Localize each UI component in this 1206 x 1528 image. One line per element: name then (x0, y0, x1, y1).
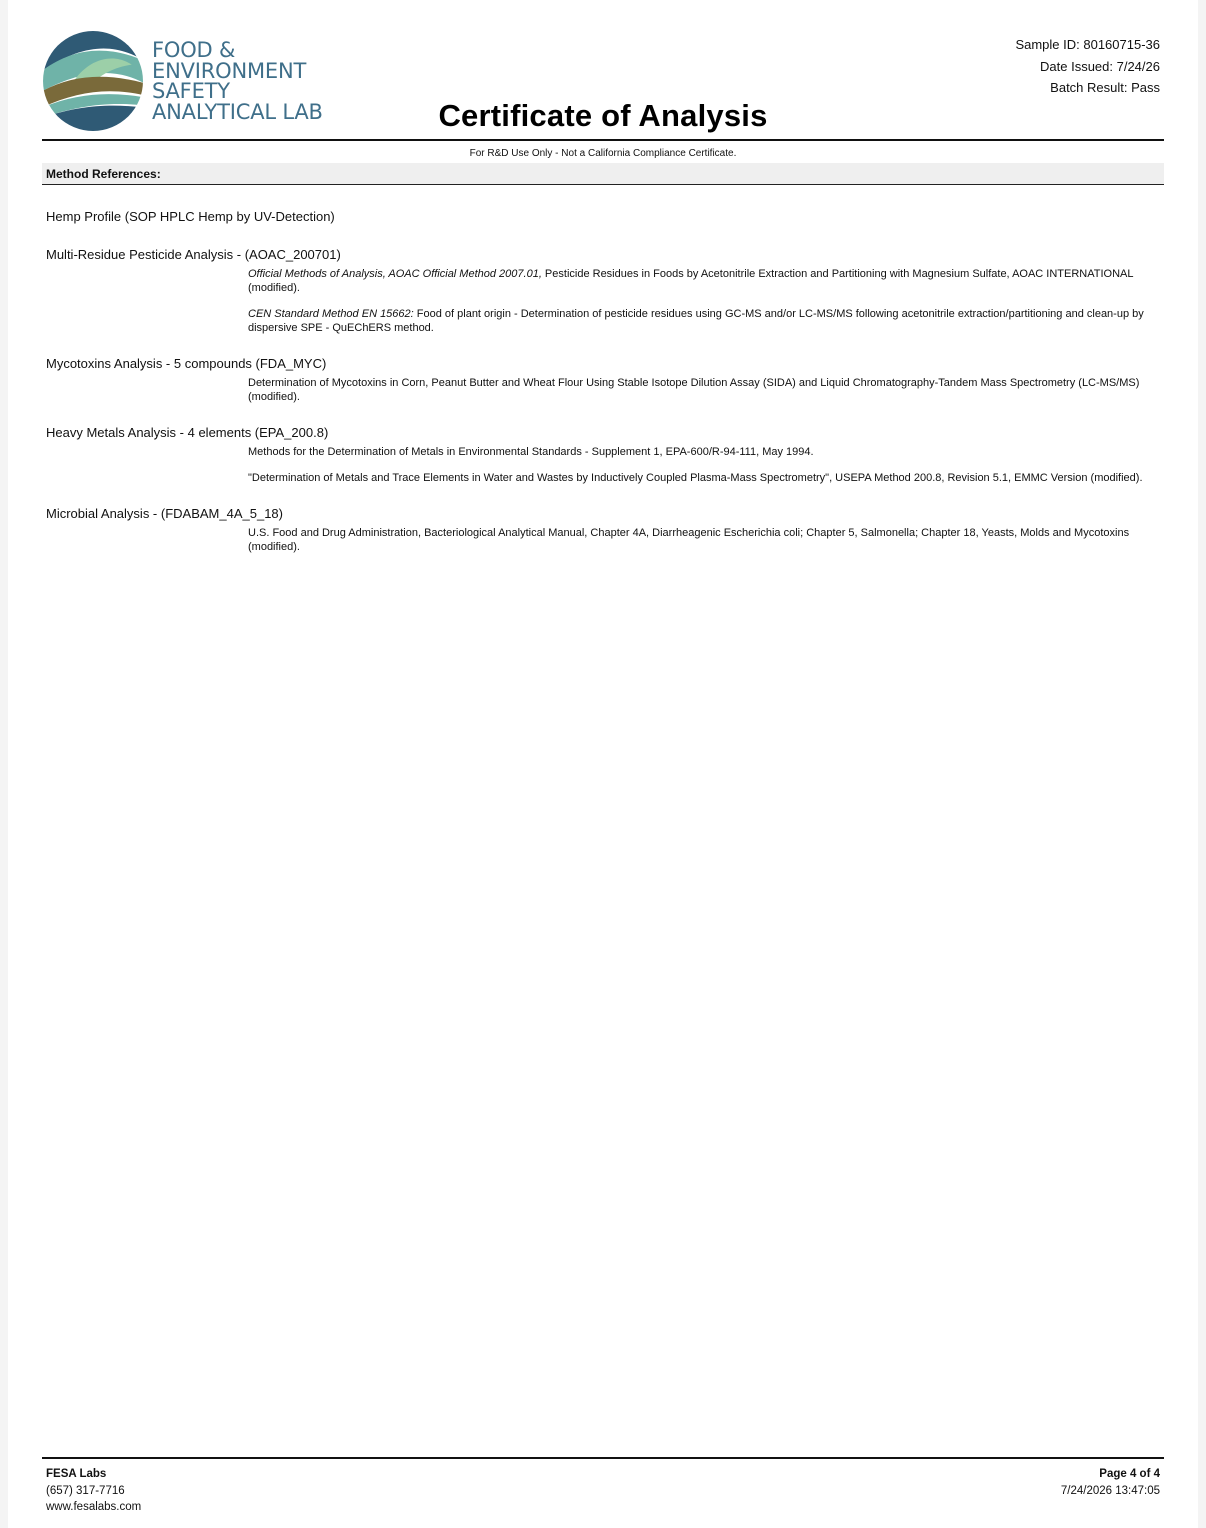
method-name: Microbial Analysis - (FDABAM_4A_5_18) (46, 506, 283, 521)
disclaimer-note: For R&D Use Only - Not a California Compliance Certificate. (469, 148, 737, 159)
print-timestamp: 7/24/2026 13:47:05 (1060, 1484, 1160, 1497)
method-name: Mycotoxins Analysis - 5 compounds (FDA_MYC) (46, 356, 327, 371)
footer-divider (42, 1457, 1164, 1459)
method-reference (248, 445, 1160, 459)
method-reference (248, 471, 1160, 485)
method-item (46, 246, 1166, 335)
reference-text: Methods for the Determination of Metals in Environmental Standards - Supplement 1, EPA-600/R-94-111, May 1994. (248, 446, 814, 458)
method-name: Multi-Residue Pesticide Analysis - (AOAC_200701) (46, 247, 341, 262)
document-page (8, 0, 1198, 1528)
footer-phone: (657) 317-7716 (46, 1484, 125, 1497)
logo-line: ENVIRONMENT (152, 58, 307, 83)
section-header (42, 163, 1164, 185)
method-item (46, 505, 1166, 554)
footer-page-info (1061, 1466, 1160, 1499)
reference-text: Pesticide Residues in Foods by Acetonitrile Extraction and Partitioning with Magnesium Sulfate, AOAC INTERNATIONAL (modified). (248, 268, 1134, 294)
certificate-meta (1015, 34, 1160, 99)
method-reference (248, 267, 1160, 295)
footer-contact (46, 1466, 141, 1516)
method-name: Hemp Profile (SOP HPLC Hemp by UV-Detection) (46, 209, 335, 224)
method-item (46, 424, 1166, 485)
page-title: Certificate of Analysis (438, 98, 768, 133)
method-references-list (46, 208, 1166, 574)
method-reference (248, 307, 1160, 335)
footer-company: FESA Labs (46, 1468, 107, 1480)
section-title: Method References: (46, 167, 161, 181)
batch-result: Batch Result: Pass (1050, 80, 1160, 95)
footer-website[interactable]: www.fesalabs.com (46, 1501, 142, 1513)
logo-line: SAFETY (152, 79, 230, 103)
method-reference (248, 376, 1160, 404)
reference-text: Food of plant origin - Determination of pesticide residues using GC-MS and/or LC-MS/MS following acetonitrile extraction/partitioning and clean-up by dispersive SPE - QuEChERS method. (248, 308, 1144, 334)
method-name: Heavy Metals Analysis - 4 elements (EPA_200.8) (46, 425, 329, 440)
reference-text: U.S. Food and Drug Administration, Bacteriological Analytical Manual, Chapter 4A, Diarrheagenic Escherichia coli; Chapter 5, Salmonella; Chapter 18, Yeasts, Molds and Mycotoxins (modified). (248, 527, 1130, 553)
method-reference (248, 526, 1160, 554)
reference-text: Determination of Mycotoxins in Corn, Peanut Butter and Wheat Flour Using Stable Isotope Dilution Assay (SIDA) and Liquid Chromatography-Tandem Mass Spectrometry (LC-MS/MS) (modified). (248, 377, 1140, 403)
sample-id: Sample ID: 80160715-36 (1015, 37, 1160, 52)
reference-text: "Determination of Metals and Trace Elements in Water and Wastes by Inductively Coupled Plasma-Mass Spectrometry", USEPA Method 200.8, Revision 5.1, EMMC Version (modified). (248, 472, 1143, 484)
logo-line: FOOD & (152, 38, 236, 62)
logo-line: ANALYTICAL LAB (152, 99, 323, 124)
page-number: Page 4 of 4 (1099, 1468, 1160, 1480)
header-divider (42, 139, 1164, 141)
date-issued: Date Issued: 7/24/26 (1040, 58, 1160, 74)
method-item (46, 355, 1166, 404)
method-item (46, 208, 1166, 226)
reference-source: CEN Standard Method EN 15662: (248, 308, 414, 320)
reference-source: Official Methods of Analysis, AOAC Official Method 2007.01, (248, 268, 542, 280)
